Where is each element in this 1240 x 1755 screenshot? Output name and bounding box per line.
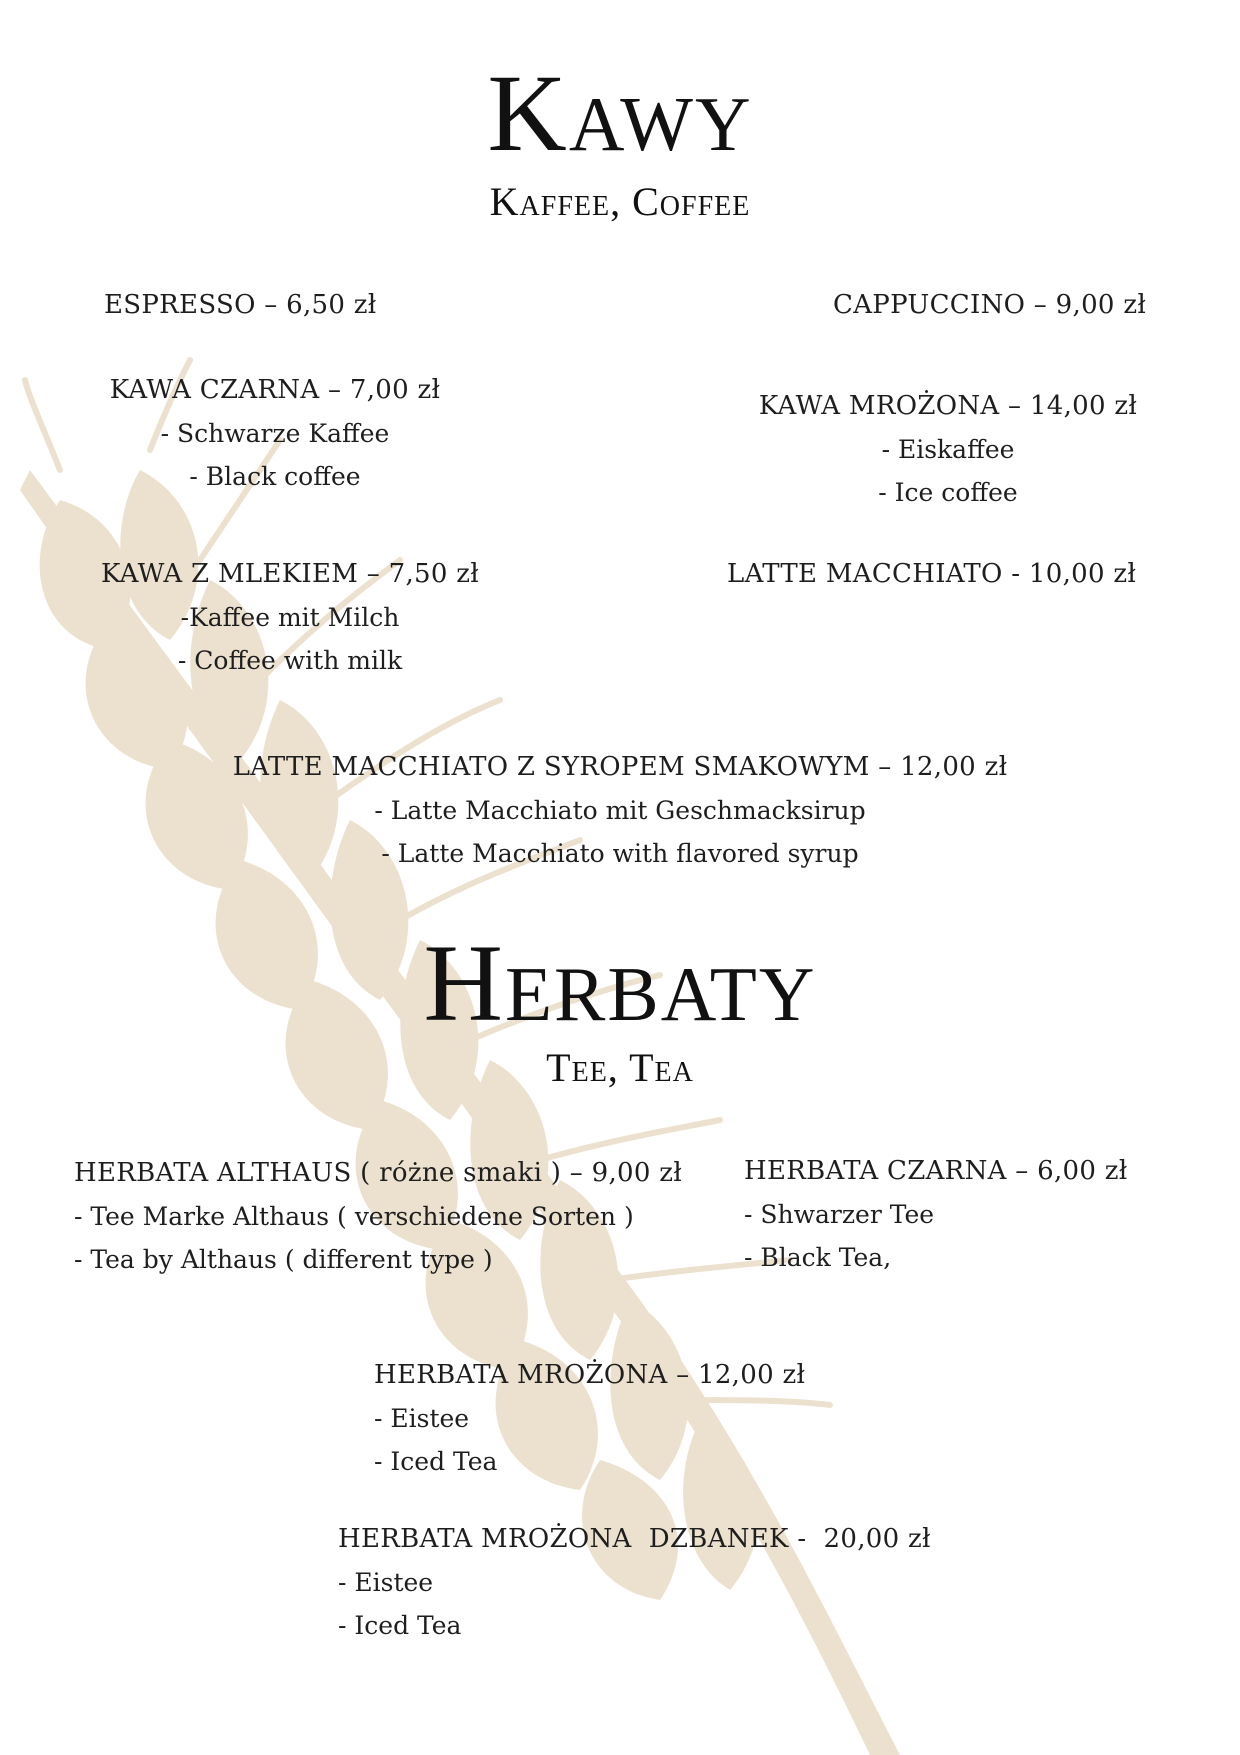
item-desc-en: - Black Tea, xyxy=(744,1243,892,1272)
tea-subtitle: Tee, Tea xyxy=(546,1045,694,1090)
item-desc-en: - Black coffee xyxy=(189,462,361,491)
menu-item-kawa-z-mlekiem xyxy=(95,553,485,682)
menu-item-latte-syrop xyxy=(200,746,1040,875)
menu-item-herbata-althaus xyxy=(74,1152,682,1281)
item-desc-de: - Schwarze Kaffee xyxy=(160,419,390,448)
item-desc-de: - Eistee xyxy=(338,1568,434,1597)
item-desc-de: - Latte Macchiato mit Geschmacksirup xyxy=(374,796,866,825)
item-desc-de: - Tee Marke Althaus ( verschiedene Sorten ) xyxy=(74,1202,634,1231)
item-name: HERBATA ALTHAUS ( różne smaki ) – 9,00 zł xyxy=(74,1158,683,1188)
item-name: HERBATA MROŻONA – 12,00 zł xyxy=(374,1360,806,1390)
menu-item-espresso xyxy=(104,284,377,327)
item-name: KAWA CZARNA – 7,00 zł xyxy=(109,375,441,405)
item-desc-en: - Iced Tea xyxy=(374,1447,498,1476)
item-desc-de: - Eistee xyxy=(374,1404,470,1433)
item-desc-en: - Iced Tea xyxy=(338,1611,462,1640)
item-desc-en: - Coffee with milk xyxy=(177,646,403,675)
menu-item-herbata-mrozona-dzbanek xyxy=(338,1518,931,1647)
tea-title: Herbaty xyxy=(423,922,817,1044)
item-desc-en: - Tea by Althaus ( different type ) xyxy=(74,1245,493,1274)
coffee-subtitle: Kaffee, Coffee xyxy=(489,179,751,224)
coffee-title: Kawy xyxy=(487,52,753,174)
item-desc-de: - Eiskaffee xyxy=(881,435,1015,464)
item-desc-en: - Latte Macchiato with flavored syrup xyxy=(381,839,859,868)
menu-item-cappuccino xyxy=(833,284,1146,327)
item-name: LATTE MACCHIATO Z SYROPEM SMAKOWYM – 12,00 zł xyxy=(232,752,1008,782)
menu-item-kawa-czarna xyxy=(100,369,450,498)
item-name: LATTE MACCHIATO - 10,00 zł xyxy=(727,559,1137,589)
menu-item-kawa-mrozona xyxy=(748,385,1148,514)
menu-item-latte-macchiato xyxy=(727,553,1136,596)
item-name: KAWA MROŻONA – 14,00 zł xyxy=(758,391,1138,421)
menu-item-herbata-czarna xyxy=(744,1150,1128,1279)
item-name: ESPRESSO – 6,50 zł xyxy=(104,290,377,320)
item-name: HERBATA MROŻONA DZBANEK - 20,00 zł xyxy=(338,1524,931,1554)
menu-item-herbata-mrozona xyxy=(374,1354,805,1483)
item-name: HERBATA CZARNA – 6,00 zł xyxy=(744,1156,1128,1186)
item-name: KAWA Z MLEKIEM – 7,50 zł xyxy=(100,559,480,589)
item-name: CAPPUCCINO – 9,00 zł xyxy=(833,290,1147,320)
item-desc-de: - Shwarzer Tee xyxy=(744,1200,935,1229)
item-desc-de: -Kaffee mit Milch xyxy=(180,603,400,632)
item-desc-en: - Ice coffee xyxy=(878,478,1018,507)
